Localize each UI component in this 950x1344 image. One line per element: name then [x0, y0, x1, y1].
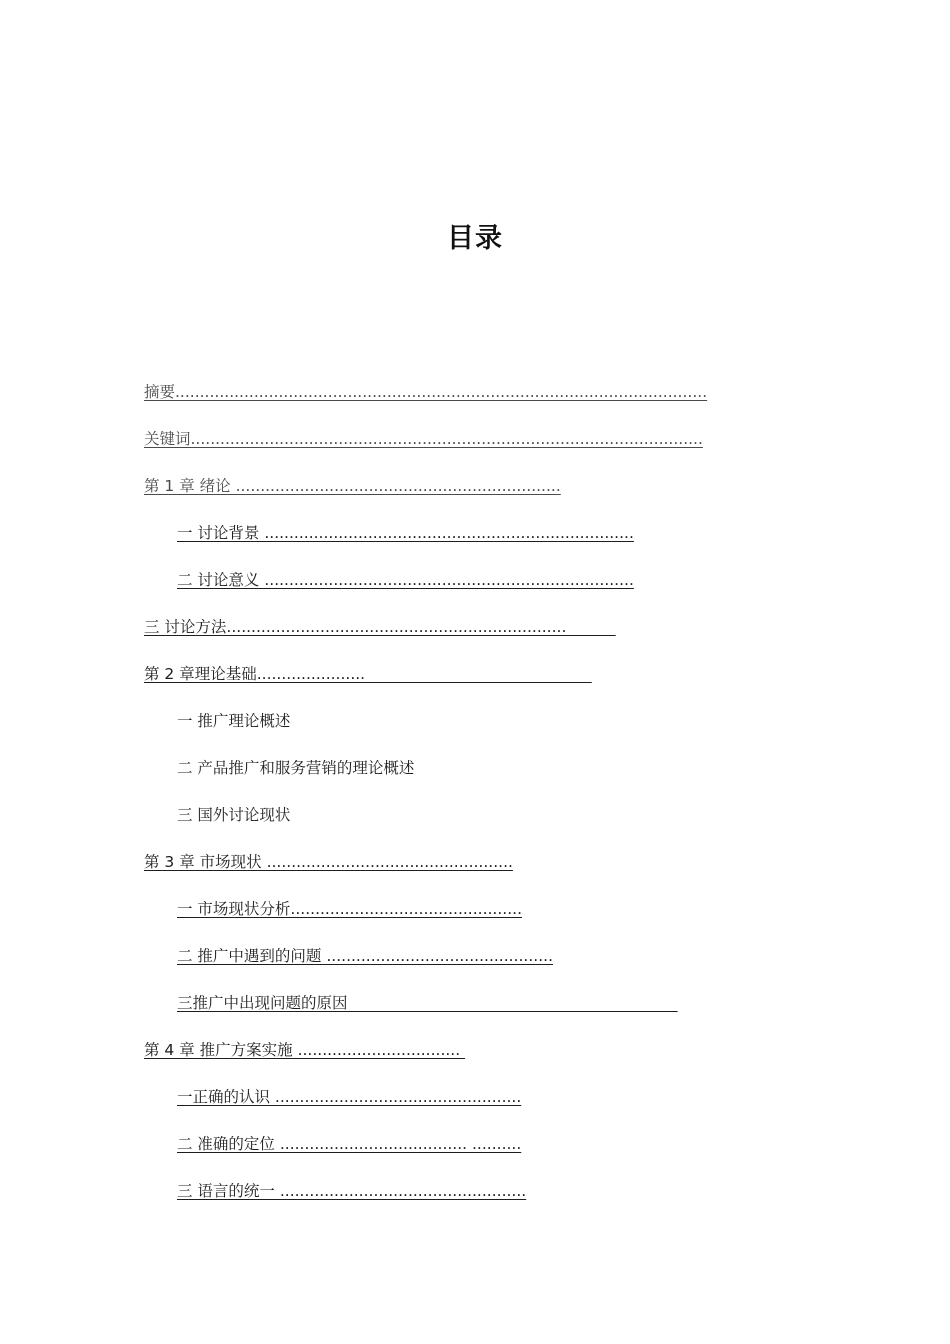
toc-entry-keywords[interactable]: 关键词........................................................................................................: [144, 430, 703, 448]
toc-entry-abstract[interactable]: 摘要............................................................................................................: [144, 383, 708, 401]
toc-entry-section-4-1[interactable]: 一正确的认识 ..................................................: [177, 1088, 522, 1106]
toc-entry-section-2-2[interactable]: 二 产品推广和服务营销的理论概述: [177, 759, 415, 777]
toc-entry-chapter-2[interactable]: 第 2 章理论基础......................: [144, 665, 592, 683]
toc-entry-section-3-1[interactable]: 一 市场现状分析...............................................: [177, 900, 522, 918]
toc-entry-section-1-1[interactable]: 一 讨论背景 ...........................................................................: [177, 524, 634, 542]
toc-entry-section-1-3[interactable]: 三 讨论方法.....................................................................: [144, 618, 616, 636]
toc-entry-section-3-3[interactable]: 三推广中出现问题的原因: [177, 994, 678, 1012]
toc-entry-chapter-1[interactable]: 第 1 章 绪论 ..................................................................: [144, 477, 561, 495]
toc-entry-section-2-3[interactable]: 三 国外讨论现状: [177, 806, 291, 824]
toc-title: 目录: [447, 223, 503, 254]
toc-entry-section-2-1[interactable]: 一 推广理论概述: [177, 712, 291, 730]
toc-entry-section-4-2[interactable]: 二 准确的定位 ...................................... ..........: [177, 1135, 522, 1153]
toc-entry-section-3-2[interactable]: 二 推广中遇到的问题 ..............................................: [177, 947, 553, 965]
toc-entry-section-4-3[interactable]: 三 语言的统一 ..................................................: [177, 1182, 527, 1200]
toc-entry-chapter-3[interactable]: 第 3 章 市场现状 ..................................................: [144, 853, 513, 871]
toc-entry-section-1-2[interactable]: 二 讨论意义 ...........................................................................: [177, 571, 634, 589]
toc-entry-chapter-4[interactable]: 第 4 章 推广方案实施 .................................: [144, 1041, 466, 1059]
